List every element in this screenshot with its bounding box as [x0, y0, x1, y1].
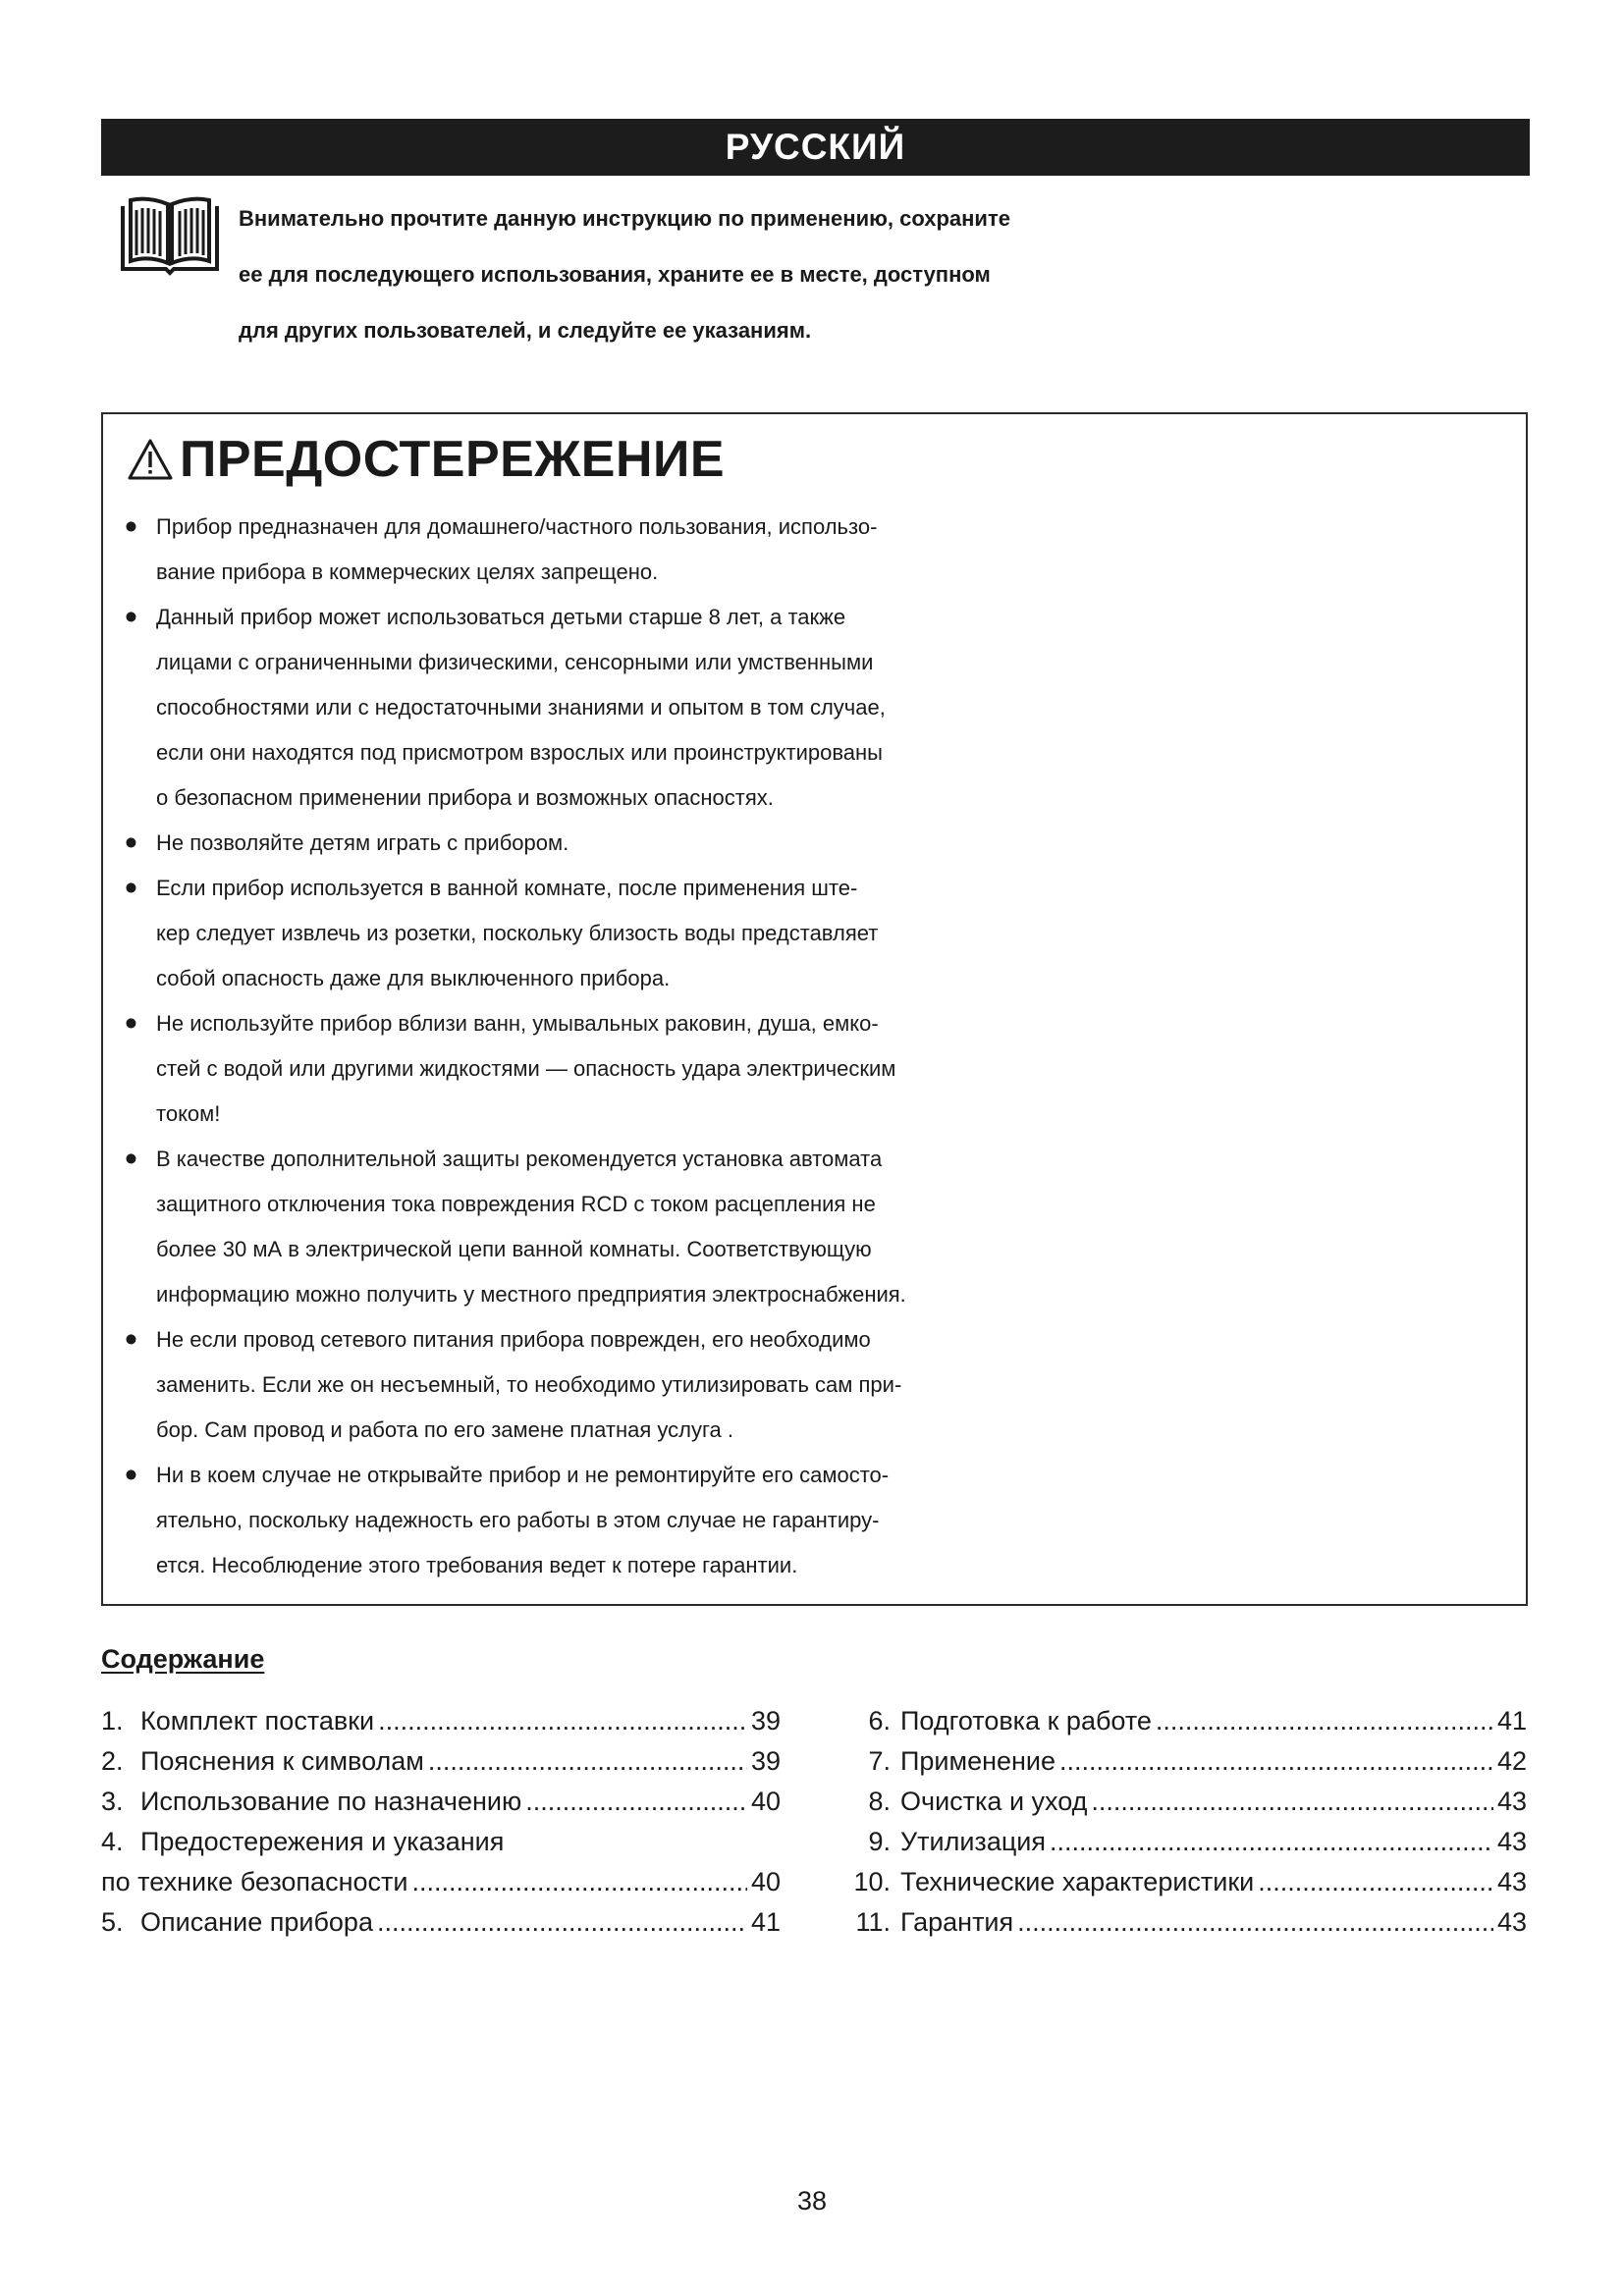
- warning-heading: [127, 428, 725, 491]
- toc-leader-dots: [1017, 1902, 1493, 1943]
- intro-notice: [101, 190, 1535, 357]
- toc-entry-number: 8.: [868, 1787, 891, 1816]
- warning-item-line: лицами с ограниченными физическими, сенсорными или умственными: [156, 650, 874, 674]
- toc-leader-dots: [378, 1701, 747, 1741]
- toc-entry-page: 40: [750, 1867, 781, 1896]
- warning-item: [125, 1001, 1509, 1137]
- toc-entry-number: 3.: [101, 1787, 124, 1816]
- toc-entry-page: 43: [1496, 1867, 1527, 1896]
- toc-entry[interactable]: [101, 1822, 781, 1902]
- warning-triangle-icon: [127, 438, 174, 481]
- toc-entry-label: Описание прибора: [140, 1907, 373, 1937]
- toc-entry-page: 39: [750, 1706, 781, 1735]
- toc-entry-label: Технические характеристики: [900, 1867, 1255, 1896]
- book-icon: [117, 196, 223, 277]
- warning-item: [125, 866, 1509, 1001]
- intro-text: [239, 190, 1535, 358]
- toc-entry-page: 43: [1496, 1827, 1527, 1856]
- toc-leader-dots: [1258, 1862, 1493, 1902]
- warning-list: [125, 505, 1509, 1588]
- bullet-dot: •: [125, 1003, 137, 1043]
- warning-item-line: информацию можно получить у местного предприятия электроснабжения.: [156, 1282, 906, 1307]
- toc-entry[interactable]: [839, 1701, 1527, 1741]
- toc-entry-label: Гарантия: [900, 1907, 1014, 1937]
- toc-entry-page: 39: [750, 1746, 781, 1776]
- bullet-dot: •: [125, 507, 137, 547]
- toc-entry-page: 43: [1496, 1907, 1527, 1937]
- warning-item-line: Если прибор используется в ванной комнате, после применения ште-: [156, 876, 858, 900]
- toc-entry-number: 1.: [101, 1706, 124, 1735]
- toc-entry[interactable]: [839, 1741, 1527, 1782]
- toc-entry-label: Использование по назначению: [140, 1787, 522, 1816]
- bullet-dot: •: [125, 597, 137, 637]
- toc-entry-number: 11.: [855, 1907, 891, 1937]
- warning-item-line: ятельно, поскольку надежность его работы в этом случае не гарантиру-: [156, 1508, 880, 1532]
- warning-item-line: Не если провод сетевого питания прибора поврежден, его необходимо: [156, 1327, 871, 1352]
- warning-item-line: ется. Несоблюдение этого требования ведет к потере гарантии.: [156, 1553, 798, 1577]
- toc-leader-dots: [1091, 1782, 1493, 1822]
- toc-entry-number: 10.: [853, 1867, 891, 1896]
- toc-entry[interactable]: [101, 1782, 781, 1822]
- toc-entry-page: 41: [1496, 1706, 1527, 1735]
- toc-entry-label: Утилизация: [900, 1827, 1046, 1856]
- warning-item: [125, 1137, 1509, 1317]
- bullet-dot: •: [125, 823, 137, 863]
- toc-entry[interactable]: [839, 1902, 1527, 1943]
- toc-entry[interactable]: [839, 1822, 1527, 1862]
- toc-leader-dots: [411, 1862, 747, 1902]
- toc-entry-number: 6.: [868, 1706, 891, 1735]
- intro-line: ее для последующего использования, храните ее в месте, доступном: [239, 262, 991, 287]
- warning-item-line: вание прибора в коммерческих целях запрещено.: [156, 560, 659, 584]
- toc-leader-dots: [1059, 1741, 1493, 1782]
- warning-item-line: если они находятся под присмотром взрослых или проинструктированы: [156, 740, 883, 765]
- toc-entry[interactable]: [101, 1902, 781, 1943]
- warning-title: ПРЕДОСТЕРЕЖЕНИЕ: [180, 431, 726, 488]
- toc-entry-page: 43: [1496, 1787, 1527, 1816]
- toc-right-column: [839, 1701, 1527, 1943]
- toc-entry-label-continuation: по технике безопасности: [101, 1867, 408, 1896]
- warning-item-line: Не используйте прибор вблизи ванн, умывальных раковин, душа, емко-: [156, 1011, 879, 1036]
- bullet-dot: •: [125, 1139, 137, 1179]
- warning-item-line: собой опасность даже для выключенного прибора.: [156, 966, 671, 990]
- toc-entry-label: Пояснения к символам: [140, 1746, 424, 1776]
- warning-item-line: заменить. Если же он несъемный, то необходимо утилизировать сам при-: [156, 1372, 902, 1397]
- toc-entry[interactable]: [839, 1782, 1527, 1822]
- warning-item-line: Данный прибор может использоваться детьми старше 8 лет, а также: [156, 605, 846, 629]
- warning-item-line: током!: [156, 1101, 221, 1126]
- warning-item-line: бор. Сам провод и работа по его замене платная услуга .: [156, 1417, 733, 1442]
- warning-item-line: Ни в коем случае не открывайте прибор и не ремонтируйте его самосто-: [156, 1463, 890, 1487]
- toc-leader-dots: [1156, 1701, 1493, 1741]
- toc-entry-label: Комплект поставки: [140, 1706, 375, 1735]
- bullet-dot: •: [125, 1319, 137, 1360]
- warning-item-line: стей с водой или другими жидкостями — опасность удара электрическим: [156, 1056, 896, 1081]
- warning-item-line: защитного отключения тока повреждения RCD с током расцепления не: [156, 1192, 876, 1216]
- warning-item: [125, 1317, 1509, 1453]
- warning-item-line: Не позволяйте детям играть с прибором.: [156, 830, 569, 855]
- intro-line: Внимательно прочтите данную инструкцию по применению, сохраните: [239, 206, 1010, 231]
- toc-entry-number: 4.: [101, 1827, 124, 1856]
- warning-item-line: В качестве дополнительной защиты рекомендуется установка автомата: [156, 1147, 883, 1171]
- language-title: РУССКИЙ: [725, 127, 906, 167]
- toc-left-column: [101, 1701, 781, 1943]
- intro-line: для других пользователей, и следуйте ее указаниям.: [239, 318, 812, 343]
- toc-entry-label: Подготовка к работе: [900, 1706, 1152, 1735]
- language-header-bar: [101, 119, 1530, 176]
- warning-item: [125, 595, 1509, 821]
- toc-entry-number: 2.: [101, 1746, 124, 1776]
- toc-entry-page: 40: [750, 1787, 781, 1816]
- toc-entry[interactable]: [101, 1701, 781, 1741]
- toc-entry[interactable]: [839, 1862, 1527, 1902]
- toc-entry-page: 42: [1496, 1746, 1527, 1776]
- toc-entry-number: 7.: [868, 1746, 891, 1776]
- warning-item-line: способностями или с недостаточными знаниями и опытом в том случае,: [156, 695, 886, 720]
- warning-item-line: Прибор предназначен для домашнего/частного пользования, использо-: [156, 514, 878, 539]
- toc-leader-dots: [377, 1902, 747, 1943]
- warning-item: [125, 505, 1509, 595]
- warning-item-line: более 30 мА в электрической цепи ванной комнаты. Соответствующую: [156, 1237, 872, 1261]
- bullet-dot: •: [125, 1455, 137, 1495]
- toc-entry-number: 5.: [101, 1907, 124, 1937]
- page-number: 38: [796, 2186, 828, 2216]
- warning-item: [125, 1453, 1509, 1588]
- toc-entry-label: Применение: [900, 1746, 1056, 1776]
- toc-entry-label: Очистка и уход: [900, 1787, 1088, 1816]
- toc-leader-dots: [1050, 1822, 1493, 1862]
- warning-box: [101, 412, 1528, 1606]
- warning-item: [125, 821, 1509, 866]
- toc-leader-dots: [428, 1741, 747, 1782]
- toc-entry-number: 9.: [868, 1827, 891, 1856]
- toc-title: Содержание: [101, 1644, 265, 1674]
- warning-item-line: кер следует извлечь из розетки, поскольку близость воды представляет: [156, 921, 879, 945]
- toc-entry[interactable]: [101, 1741, 781, 1782]
- bullet-dot: •: [125, 868, 137, 908]
- toc-entry-page: 41: [750, 1907, 781, 1937]
- toc-entry-label: Предостережения и указания: [140, 1827, 505, 1856]
- toc-leader-dots: [525, 1782, 747, 1822]
- warning-item-line: о безопасном применении прибора и возможных опасностях.: [156, 785, 774, 810]
